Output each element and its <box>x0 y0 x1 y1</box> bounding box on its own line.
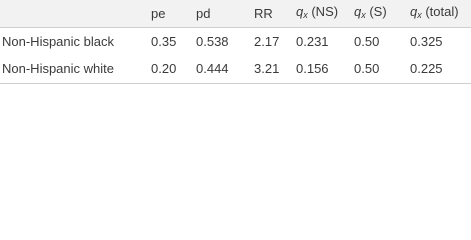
cell-rr: 2.17 <box>254 27 296 55</box>
row-label: Non-Hispanic white <box>0 55 151 83</box>
table-row <box>0 55 471 83</box>
cell-pd: 0.538 <box>196 27 254 55</box>
header-qx-s <box>354 0 410 27</box>
header-pd: pd <box>196 5 211 21</box>
data-table <box>0 0 471 84</box>
cell-pe: 0.20 <box>151 55 196 83</box>
cell-pe: 0.35 <box>151 27 196 55</box>
header-rr: RR <box>254 5 273 21</box>
header-qx-s-sub: x <box>361 9 366 20</box>
cell-qx-ns: 0.156 <box>296 55 354 83</box>
header-row <box>0 0 471 27</box>
header-empty <box>0 0 151 27</box>
row-label: Non-Hispanic black <box>0 27 151 55</box>
data-table-container <box>0 0 471 84</box>
table-row <box>0 27 471 55</box>
header-qx-ns-suffix: (NS) <box>307 3 339 19</box>
header-qx-s-var: q <box>354 3 362 19</box>
header-qx-total-sub: x <box>417 9 422 20</box>
cell-qx-total: 0.325 <box>410 27 471 55</box>
cell-qx-s: 0.50 <box>354 27 410 55</box>
header-qx-ns-var: q <box>296 3 304 19</box>
header-qx-total <box>410 0 471 27</box>
header-qx-s-suffix: (S) <box>365 3 387 19</box>
header-qx-total-var: q <box>410 3 418 19</box>
header-qx-ns-sub: x <box>303 9 308 20</box>
cell-rr: 3.21 <box>254 55 296 83</box>
cell-qx-total: 0.225 <box>410 55 471 83</box>
header-qx-total-suffix: (total) <box>421 3 459 19</box>
cell-pd: 0.444 <box>196 55 254 83</box>
header-qx-ns <box>296 0 354 27</box>
header-pe: pe <box>151 5 166 21</box>
cell-qx-ns: 0.231 <box>296 27 354 55</box>
cell-qx-s: 0.50 <box>354 55 410 83</box>
